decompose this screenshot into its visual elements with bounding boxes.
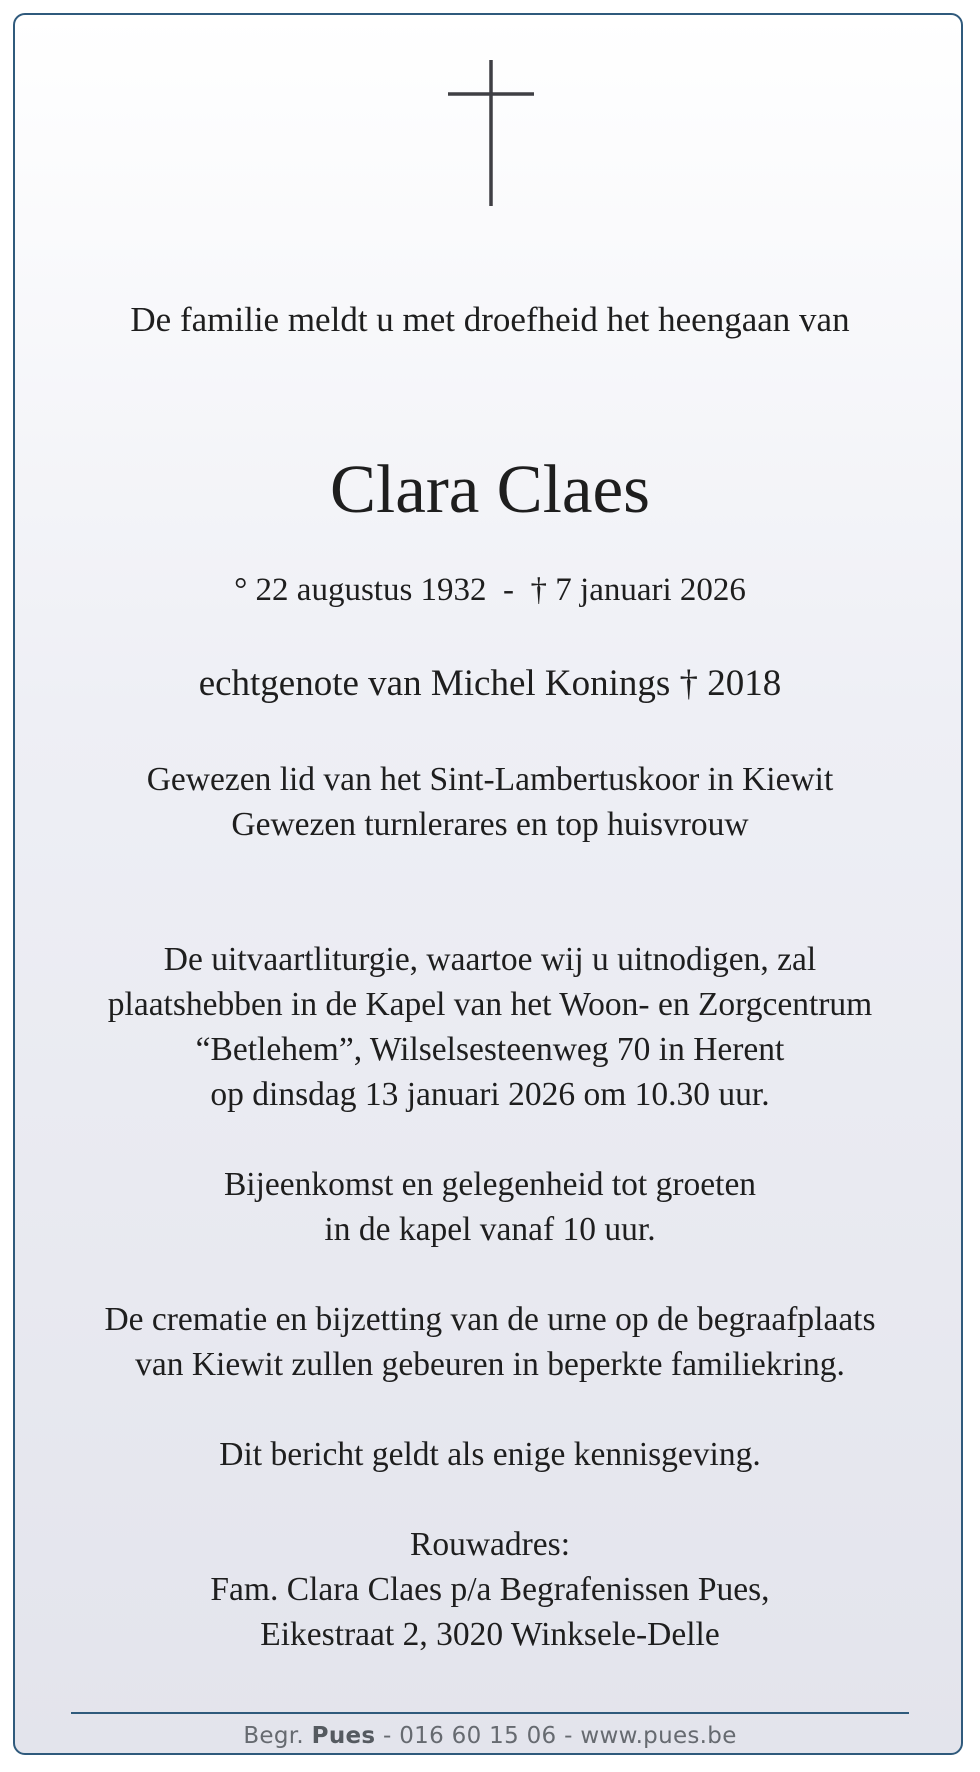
address-line: Eikestraat 2, 3020 Winksele-Delle	[260, 1616, 720, 1653]
cremation-block	[0, 1297, 980, 1387]
funeral-home-footer	[0, 1723, 980, 1749]
gathering-line: Bijeenkomst en gelegenheid tot groeten	[223, 1166, 757, 1203]
footer-divider	[71, 1712, 909, 1714]
liturgy-block	[0, 937, 980, 1117]
deceased-name: Clara Claes	[330, 451, 650, 527]
latin-cross-icon	[448, 60, 534, 206]
footer-brand: Pues	[311, 1723, 376, 1749]
liturgy-line: “Betlehem”, Wilselsesteenweg 70 in Herent	[195, 1031, 785, 1068]
roles-block	[0, 757, 980, 847]
liturgy-line: De uitvaartliturgie, waartoe wij u uitnodigen, zal	[163, 941, 817, 978]
liturgy-line: op dinsdag 13 januari 2026 om 10.30 uur.	[210, 1076, 770, 1113]
gathering-block	[0, 1162, 980, 1252]
spouse-line: echtgenote van Michel Konings † 2018	[198, 663, 782, 704]
role-line: Gewezen turnlerares en top huisvrouw	[231, 806, 749, 843]
gathering-line: in de kapel vanaf 10 uur.	[324, 1211, 656, 1248]
footer-website[interactable]: www.pues.be	[580, 1723, 737, 1749]
intro-text: De familie meldt u met droefheid het heengaan van	[130, 300, 850, 339]
footer-separator: -	[383, 1723, 392, 1749]
obituary-card	[13, 13, 963, 1755]
footer-prefix: Begr.	[243, 1723, 305, 1749]
cremation-line: De crematie en bijzetting van de urne op de begraafplaats	[104, 1301, 876, 1338]
footer-phone: 016 60 15 06	[399, 1723, 557, 1749]
notice-text: Dit bericht geldt als enige kennisgeving.	[219, 1436, 761, 1473]
cremation-line: van Kiewit zullen gebeuren in beperkte familiekring.	[135, 1346, 845, 1383]
liturgy-line: plaatshebben in de Kapel van het Woon- en Zorgcentrum	[107, 986, 873, 1023]
role-line: Gewezen lid van het Sint-Lambertuskoor in Kiewit	[146, 761, 834, 798]
address-block	[0, 1522, 980, 1657]
life-dates: ° 22 augustus 1932 - † 7 januari 2026	[234, 572, 746, 608]
address-line: Fam. Clara Claes p/a Begrafenissen Pues,	[210, 1571, 770, 1608]
address-heading: Rouwadres:	[409, 1526, 571, 1563]
footer-separator: -	[564, 1723, 573, 1749]
